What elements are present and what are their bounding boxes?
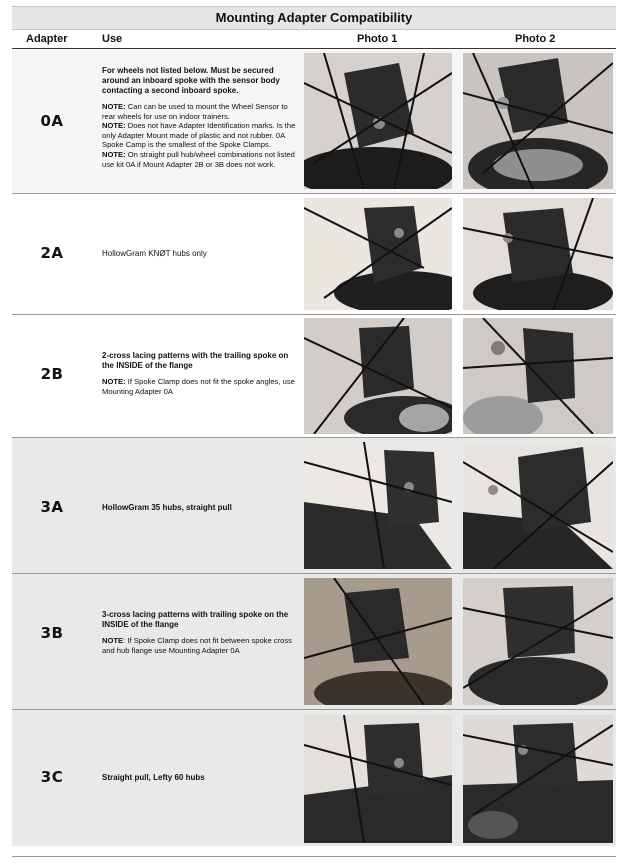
photo-2: [463, 53, 613, 189]
wheel-sensor-photo: [463, 442, 613, 569]
use-description: [102, 351, 298, 396]
adapter-code: 3B: [40, 624, 64, 642]
use-lead: HollowGram 35 hubs, straight pull: [102, 503, 232, 512]
use-description: [102, 503, 298, 519]
photo-2: [463, 578, 613, 705]
use-note: NOTE: On straight pull hub/wheel combinations not listed use kit 0A if Mount Adapter 2B or 3B does not work.: [102, 149, 295, 169]
use-description: [102, 610, 298, 655]
wheel-sensor-photo: [304, 198, 452, 310]
use-note: NOTE: If Spoke Clamp does not fit between spoke cross and hub flange use Mounting Adapter 0A: [102, 636, 292, 655]
page-title: Mounting Adapter Compatibility: [12, 6, 616, 30]
table-row: [12, 315, 616, 438]
table-header: [12, 30, 616, 49]
use-description: [102, 66, 298, 169]
use-lead: Straight pull, Lefty 60 hubs: [102, 773, 205, 782]
use-note: NOTE: Does not have Adapter Identification marks. Is the only Adapter Mount made of plastic and not rubber. 0A Spoke Camp is the smallest of the Spoke Clamps.: [102, 121, 296, 150]
use-lead: For wheels not listed below. Must be secured around an inboard spoke with the sensor body contacting a second inboard spoke.: [102, 66, 280, 95]
photo-1: [304, 442, 452, 569]
use-lead: 3-cross lacing patterns with trailing spoke on the INSIDE of the flange: [102, 610, 289, 629]
header-photo-2: Photo 2: [515, 33, 556, 45]
table-row: [12, 50, 616, 194]
table-bottom-rule: [12, 856, 616, 857]
use-description: [102, 773, 298, 789]
photo-2: [463, 318, 613, 434]
table-row: [12, 194, 616, 315]
adapter-code: 2A: [40, 244, 64, 262]
photo-1: [304, 53, 452, 189]
photo-1: [304, 715, 452, 843]
photo-1: [304, 198, 452, 310]
use-description: [102, 249, 298, 265]
adapter-code: 2B: [40, 365, 64, 383]
wheel-sensor-photo: [463, 318, 613, 434]
header-use: Use: [102, 33, 123, 45]
adapter-code: 0A: [40, 112, 64, 130]
header-adapter: Adapter: [26, 33, 68, 45]
wheel-sensor-photo: [304, 578, 452, 705]
use-lead: HollowGram KNØT hubs only: [102, 249, 207, 258]
table-row: [12, 438, 616, 574]
wheel-sensor-photo: [463, 715, 613, 843]
use-note: NOTE: If Spoke Clamp does not fit the spoke angles, use Mounting Adapter 0A: [102, 377, 295, 396]
wheel-sensor-photo: [304, 442, 452, 569]
wheel-sensor-photo: [463, 198, 613, 310]
photo-1: [304, 318, 452, 434]
wheel-sensor-photo: [463, 53, 613, 189]
wheel-sensor-photo: [463, 578, 613, 705]
wheel-sensor-photo: [304, 715, 452, 843]
adapter-code: 3A: [40, 498, 64, 516]
wheel-sensor-photo: [304, 318, 452, 434]
photo-2: [463, 442, 613, 569]
header-photo-1: Photo 1: [357, 33, 398, 45]
table-row: [12, 710, 616, 846]
use-note: NOTE: Can can be used to mount the Wheel Sensor to rear wheels for use on indoor trainers.: [102, 102, 288, 121]
wheel-sensor-photo: [304, 53, 452, 189]
photo-1: [304, 578, 452, 705]
use-lead: 2-cross lacing patterns with the trailing spoke on the INSIDE of the flange: [102, 351, 289, 370]
photo-2: [463, 198, 613, 310]
photo-2: [463, 715, 613, 843]
adapter-code: 3C: [40, 768, 64, 786]
table-row: [12, 574, 616, 710]
